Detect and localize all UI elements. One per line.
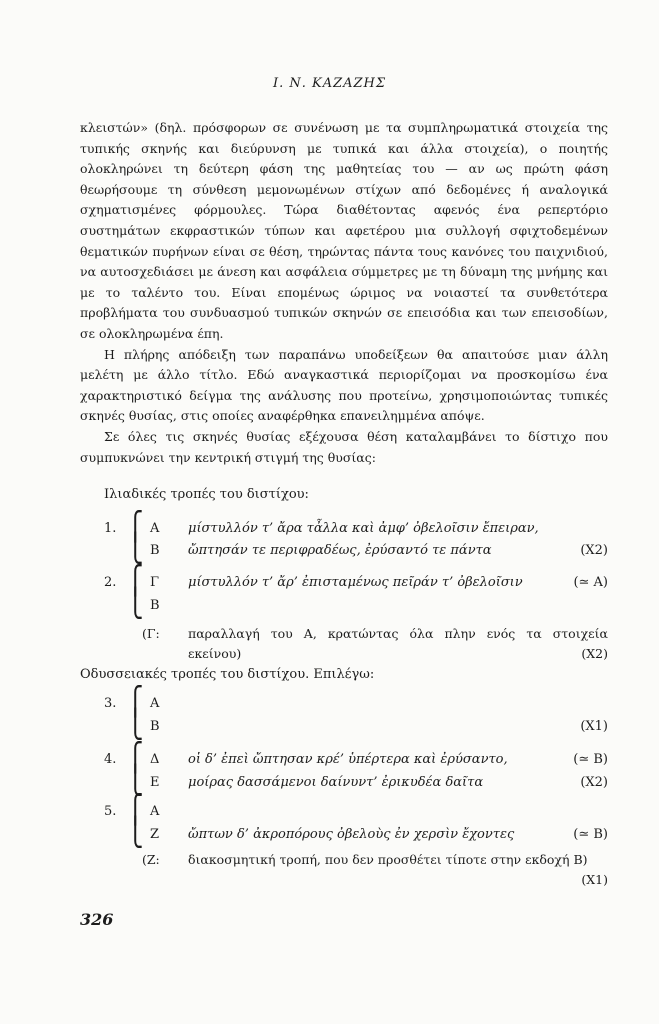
paragraph-2: Η πλήρης απόδειξη των παραπάνω υποδείξεων θα απαιτούσε μιαν άλλη μελέτη με άλλο τίτλο. Εδώ αναγκαστικά περιορίζομαι να προσκομίσω ένα χαρακτηριστικό δείγμα της ανάλυσης που προτείνω, χρησιμοποιώντας τυπικές σκηνές θυσίας, στις οποίες αναφέρθηκα επανειλημμένα απόψε.: [80, 346, 608, 424]
note-label: (Ζ:: [142, 852, 160, 867]
brace-bottom-icon: ⎩: [127, 588, 144, 620]
entry-number: 5.: [104, 804, 117, 819]
greek-verse: μίστυλλόν τ’ ἄρ’ ἐπισταμένως πεῖράν τ’ ὀβελοῖσιν: [188, 575, 523, 590]
paragraph-1: κλειστών» (δηλ. πρόσφορων σε συνένωση με τα συμπληρωματικά στοιχεία της τυπικής σκηνής και διεύρυνση με τυπικά και άλλα στοιχεία), ο ποιητής ολοκληρώνει τη δεύτερη φάση της μαθητείας του — αν ως πρώτη φάση θεωρήσουμε τη σύνθεση μεμονωμένων στίχων από δεδομένες ή αναλογικά σχηματισμένες φόρμουλες. Τώρα διαθέτοντας αφενός ένα ρεπερτόριο συστημάτων εκφραστικών τύπων και αφετέρου μια συλλογή σφιχτοδεμένων θεματικών πυρήνων είναι σε θέση, τηρώντας πάντα τους κανόνες του παιχνιδιού, να αυτοσχεδιάσει με άνεση και ασφάλεια σύμμετρες με τη δύναμη της μνήμης και με το ταλέντο του. Είναι επομένως ώριμος να νοιαστεί τα συνθετότερα προβλήματα του συνδυασμού τυπικών σκηνών σε επεισόδια και των επεισοδίων, σε ολοκληρωμένα έπη.: [80, 120, 608, 341]
verse-letter: Δ: [150, 752, 160, 767]
body-text: [80, 118, 608, 468]
greek-verse: ὤπτησάν τε περιφραδέως, ἐρύσαντό τε πάντα: [188, 543, 492, 558]
running-head: Ι. Ν. ΚΑΖΑΖΗΣ: [272, 76, 387, 91]
brace-top-icon: ⎧: [127, 742, 144, 774]
brace-top-icon: ⎧: [127, 686, 144, 718]
verse-letter: Α: [150, 804, 160, 819]
frequency-mark: (Χ1): [581, 872, 608, 887]
note-gamma: [80, 624, 608, 664]
frequency-mark: (Χ2): [581, 646, 608, 661]
greek-verse: οἱ δ’ ἐπεὶ ὤπτησαν κρέ’ ὑπέρτερα καὶ ἐρύσαντο,: [188, 752, 508, 767]
brace-top-icon: ⎧: [127, 565, 144, 597]
entry-number: 4.: [104, 752, 117, 767]
verse-entry: [80, 511, 608, 543]
frequency-mark: (Χ2): [580, 775, 608, 790]
verse-entry: [80, 709, 608, 741]
verse-letter: Γ: [150, 575, 160, 590]
note-text: διακοσμητική τροπή, που δεν προσθέτει τίποτε στην εκδοχή Β): [188, 852, 588, 867]
verse-letter: Ζ: [150, 827, 160, 842]
frequency-mark: (≃ Β): [573, 752, 608, 767]
note-zeta: [80, 850, 608, 890]
brace-bottom-icon: ⎩: [127, 765, 144, 797]
entry-number: 1.: [104, 521, 117, 536]
verse-entry: [80, 686, 608, 718]
verse-entry: [80, 742, 608, 774]
verse-entry: [80, 588, 608, 620]
greek-verse: μοίρας δασσάμενοι δαίνυντ’ ἐρικυδέα δαῖτα: [188, 775, 484, 790]
verse-entry: [80, 817, 608, 849]
iliad-heading: Ιλιαδικές τροπές του διστίχου:: [104, 487, 309, 502]
verse-letter: Β: [150, 543, 160, 558]
note-text: παραλλαγή του Α, κρατώντας όλα πλην ενός τα στοιχεία εκείνου): [188, 626, 608, 661]
frequency-mark: (≃ Β): [573, 827, 608, 842]
brace-bottom-icon: ⎩: [127, 709, 144, 741]
note-label: (Γ:: [142, 626, 160, 641]
paragraph-3: Σε όλες τις σκηνές θυσίας εξέχουσα θέση καταλαμβάνει το δίστιχο που συμπυκνώνει την κεντρική στιγμή της θυσίας:: [80, 428, 608, 465]
frequency-mark: (≃ Α): [573, 575, 608, 590]
verse-letter: Β: [150, 719, 160, 734]
verse-entry: [80, 565, 608, 597]
brace-bottom-icon: ⎩: [127, 533, 144, 565]
greek-verse: ὤπτων δ’ ἀκροπόρους ὀβελοὺς ἐν χερσὶν ἔχοντες: [188, 827, 515, 842]
verse-letter: Β: [150, 598, 160, 613]
verse-entry: [80, 533, 608, 565]
brace-top-icon: ⎧: [127, 511, 144, 543]
frequency-mark: (Χ2): [580, 543, 608, 558]
verse-letter: Α: [150, 521, 160, 536]
verse-letter: Ε: [150, 775, 160, 790]
brace-top-icon: ⎧: [127, 794, 144, 826]
verse-entry: [80, 765, 608, 797]
entry-number: 2.: [104, 575, 117, 590]
greek-verse: μίστυλλόν τ’ ἄρα τἆλλα καὶ ἀμφ’ ὀβελοῖσιν ἔπειραν,: [188, 521, 539, 536]
verse-entry: [80, 794, 608, 826]
verse-letter: Α: [150, 696, 160, 711]
entry-number: 3.: [104, 696, 117, 711]
brace-bottom-icon: ⎩: [127, 817, 144, 849]
page-number: 326: [80, 910, 114, 929]
frequency-mark: (Χ1): [580, 719, 608, 734]
odyssey-heading: Οδυσσειακές τροπές του διστίχου. Επιλέγω:: [80, 667, 375, 682]
